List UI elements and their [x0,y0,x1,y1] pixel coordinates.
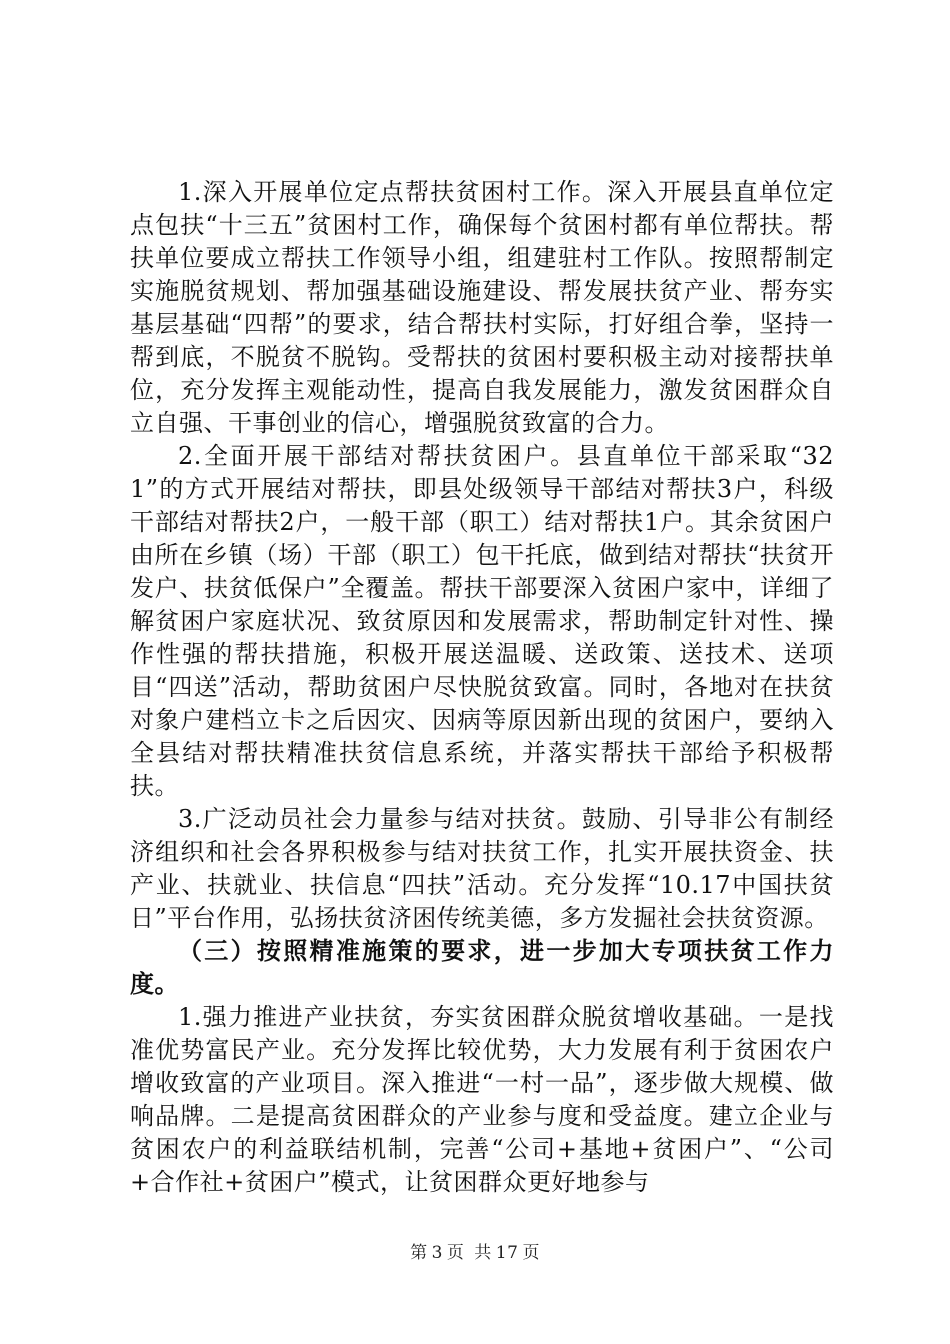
page-footer [0,1242,950,1264]
paragraph-2: 2.全面开展干部结对帮扶贫困户。县直单位干部采取“321”的方式开展结对帮扶，即县处级领导干部结对帮扶3户，科级干部结对帮扶2户，一般干部（职工）结对帮扶1户。其余贫困户由所在乡镇（场）干部（职工）包干托底，做到结对帮扶“扶贫开发户、扶贫低保户”全覆盖。帮扶干部要深入贫困户家中，详细了解贫困户家庭状况、致贫原因和发展需求，帮助制定针对性、操作性强的帮扶措施，积极开展送温暖、送政策、送技术、送项目“四送”活动，帮助贫困户尽快脱贫致富。同时，各地对在扶贫对象户建档立卡之后因灾、因病等原因新出现的贫困户，要纳入全县结对帮扶精准扶贫信息系统，并落实帮扶干部给予积极帮扶。 [130,442,834,800]
page-number: 3 [431,1243,443,1263]
document-body [130,176,834,1199]
total-label-suffix: 页 [522,1243,540,1263]
section-heading: （三）按照精准施策的要求，进一步加大专项扶贫工作力度。 [130,937,834,998]
total-pages: 17 [495,1243,519,1263]
paragraph-3: 3.广泛动员社会力量参与结对扶贫。鼓励、引导非公有制经济组织和社会各界积极参与结对扶贫工作，扎实开展扶资金、扶产业、扶就业、扶信息“四扶”活动。充分发挥“10.17中国扶贫日”平台作用，弘扬扶贫济困传统美德，多方发掘社会扶贫资源。 [130,805,834,932]
page-label-prefix: 第 [410,1243,428,1263]
page-label-suffix: 页 [446,1243,465,1263]
total-label-prefix: 共 [474,1243,492,1263]
paragraph-1: 1.深入开展单位定点帮扶贫困村工作。深入开展县直单位定点包扶“十三五”贫困村工作，确保每个贫困村都有单位帮扶。帮扶单位要成立帮扶工作领导小组，组建驻村工作队。按照帮制定实施脱贫规划、帮加强基础设施建设、帮发展扶贫产业、帮夯实基层基础“四帮”的要求，结合帮扶村实际，打好组合拳，坚持一帮到底，不脱贫不脱钩。受帮扶的贫困村要积极主动对接帮扶单位，充分发挥主观能动性，提高自我发展能力，激发贫困群众自立自强、干事创业的信心，增强脱贫致富的合力。 [130,178,834,437]
paragraph-4: 1.强力推进产业扶贫，夯实贫困群众脱贫增收基础。一是找准优势富民产业。充分发挥比较优势，大力发展有利于贫困农户增收致富的产业项目。深入推进“一村一品”，逐步做大规模、做响品牌。二是提高贫困群众的产业参与度和受益度。建立企业与贫困农户的利益联结机制，完善“公司+基地+贫困户”、“公司+合作社+贫困户”模式，让贫困群众更好地参与 [130,1003,834,1196]
